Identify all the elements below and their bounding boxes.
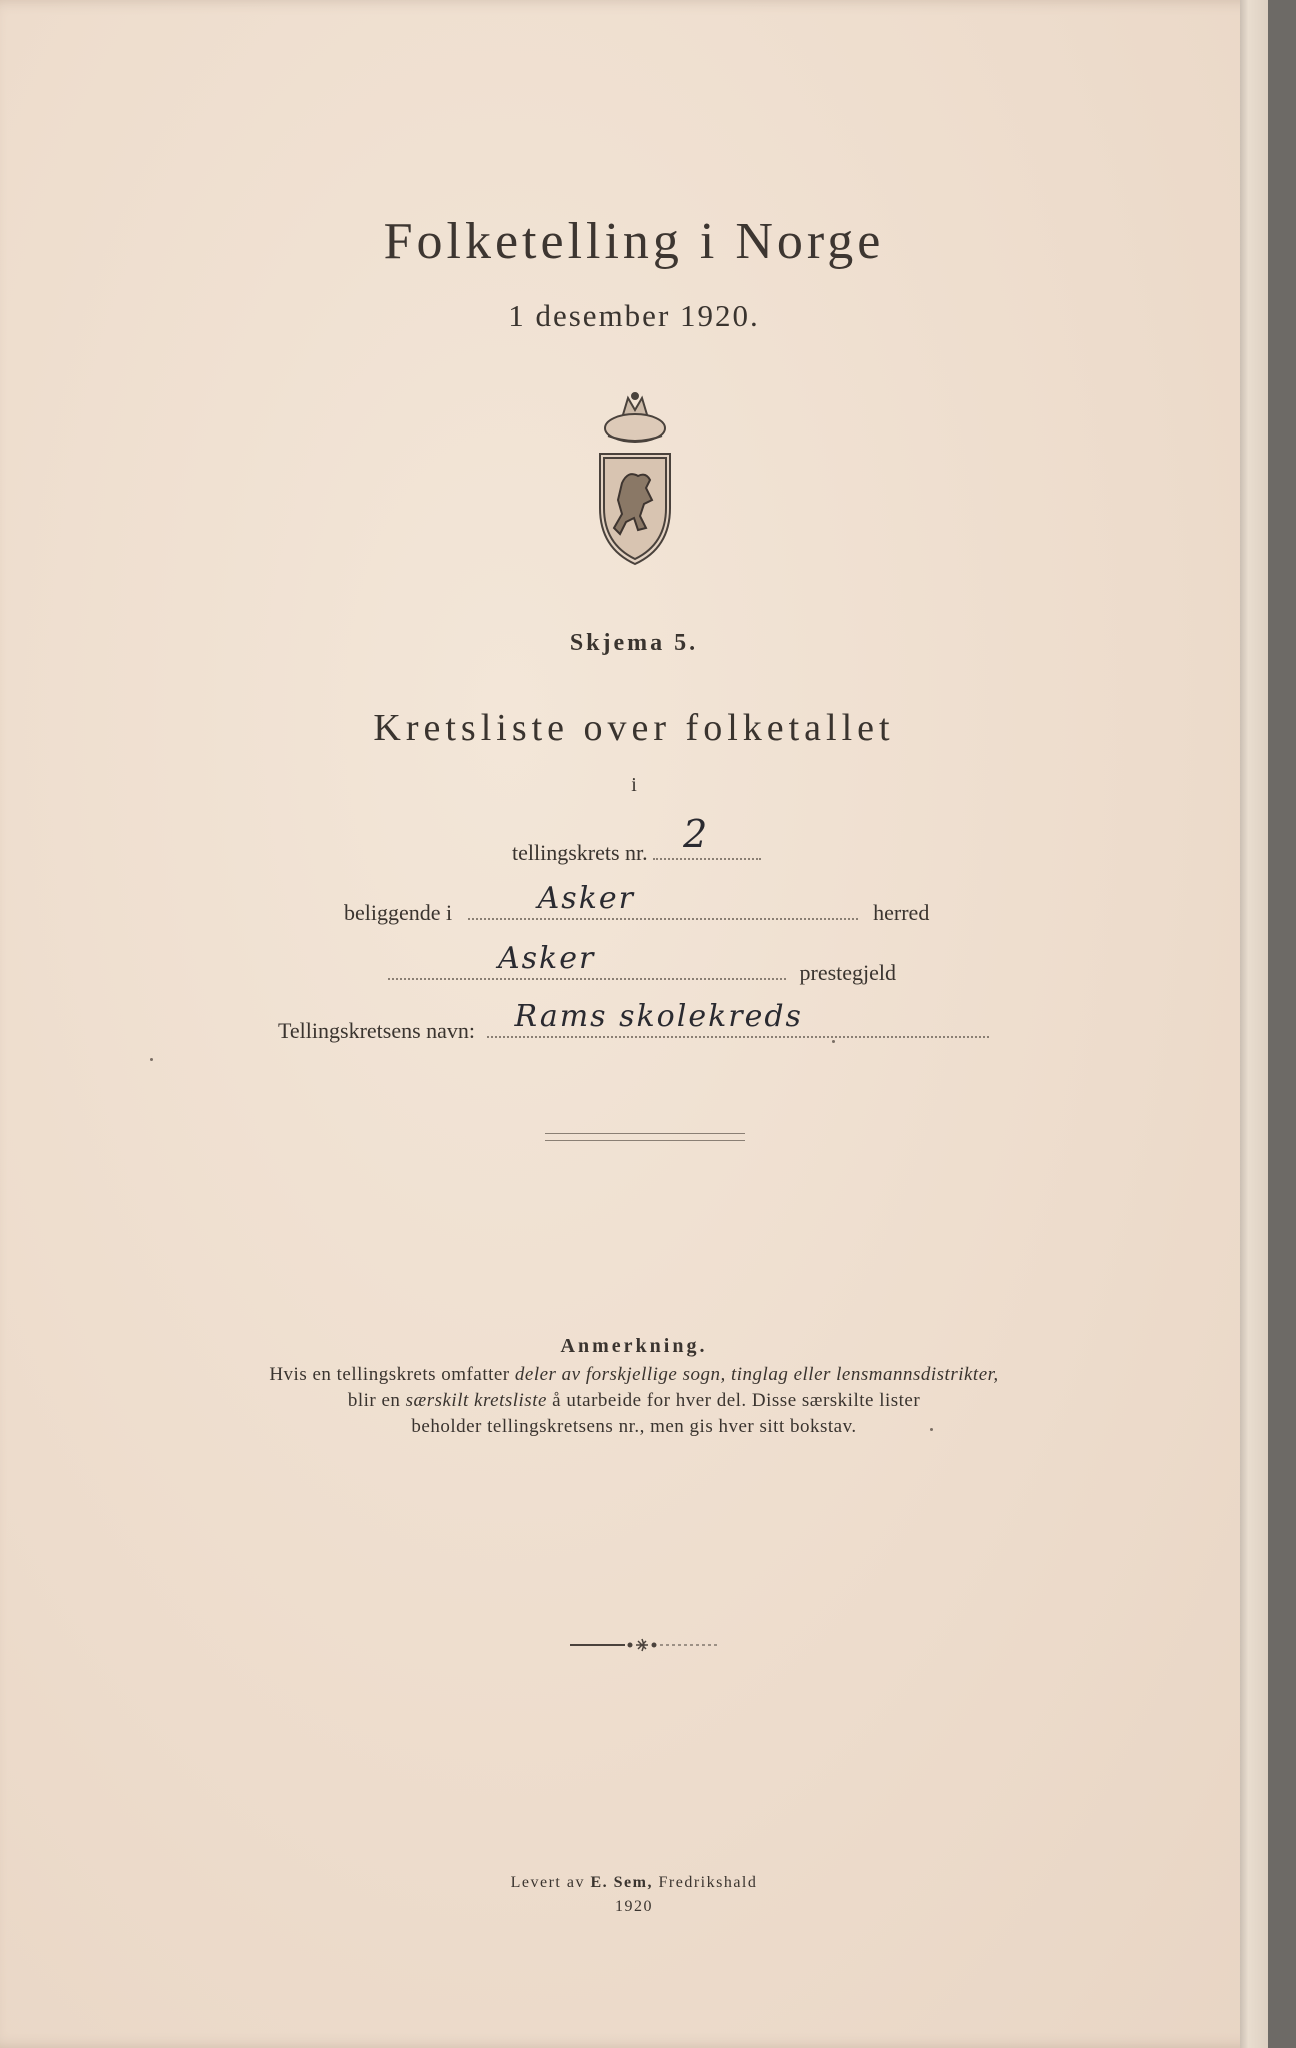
herred-row	[344, 881, 930, 926]
paper-speck	[832, 1040, 835, 1043]
note-line-1-text: Hvis en tellingskrets omfatter	[269, 1364, 515, 1385]
print-year: 1920	[615, 1898, 653, 1915]
note-heading: Anmerkning.	[560, 1335, 708, 1357]
krets-name-value: Rams skolekreds	[514, 999, 803, 1034]
note-line-2	[0, 1388, 1268, 1414]
printer-name: E. Sem,	[590, 1874, 653, 1891]
norwegian-coat-of-arms-icon	[590, 388, 680, 568]
divider-rule	[545, 1133, 745, 1141]
krets-number-row	[512, 812, 761, 866]
prestegjeld-row	[388, 941, 897, 986]
prestegjeld-value: Asker	[498, 941, 596, 976]
note-line-1-emphasis: deler av forskjellige sogn, tinglag eller lensmannsdistrikter,	[514, 1364, 999, 1385]
printer-credit	[0, 1874, 1268, 1892]
herred-field[interactable]	[468, 881, 858, 920]
prestegjeld-field[interactable]	[388, 941, 786, 980]
ornament-divider-icon	[570, 1638, 720, 1652]
note-line-2-text-a: blir en	[347, 1390, 406, 1411]
note-line-3: beholder tellingskretsens nr., men gis hver sitt bokstav.	[411, 1416, 857, 1437]
schema-number: Skjema 5.	[569, 630, 699, 656]
note-line-2-text-c: å utarbeide for hver del. Disse særskilte lister	[546, 1390, 921, 1411]
printer-place: Fredrikshald	[652, 1874, 758, 1891]
herred-suffix: herred	[873, 900, 930, 925]
krets-number-label: tellingskrets nr.	[512, 840, 648, 865]
krets-name-field[interactable]	[487, 999, 989, 1038]
krets-number-value: 2	[683, 812, 710, 856]
krets-name-row	[278, 999, 989, 1044]
herred-value: Asker	[537, 881, 635, 916]
form-title: Folketelling i Norge	[383, 213, 885, 270]
paper-speck	[150, 1058, 153, 1061]
krets-name-label: Tellingskretsens navn:	[278, 1018, 476, 1043]
census-date: 1 desember 1920.	[508, 298, 760, 333]
prestegjeld-suffix: prestegjeld	[799, 960, 897, 985]
printer-prefix: Levert av	[510, 1874, 591, 1891]
form-subtitle: Kretsliste over folketallet	[373, 707, 895, 749]
note-line-2-emphasis: særskilt kretsliste	[405, 1390, 547, 1411]
connector-word: i	[631, 774, 637, 796]
krets-number-field[interactable]	[653, 812, 761, 860]
paper-speck	[930, 1428, 933, 1431]
note-line-1	[0, 1362, 1268, 1388]
herred-prefix: beliggende i	[344, 900, 453, 925]
